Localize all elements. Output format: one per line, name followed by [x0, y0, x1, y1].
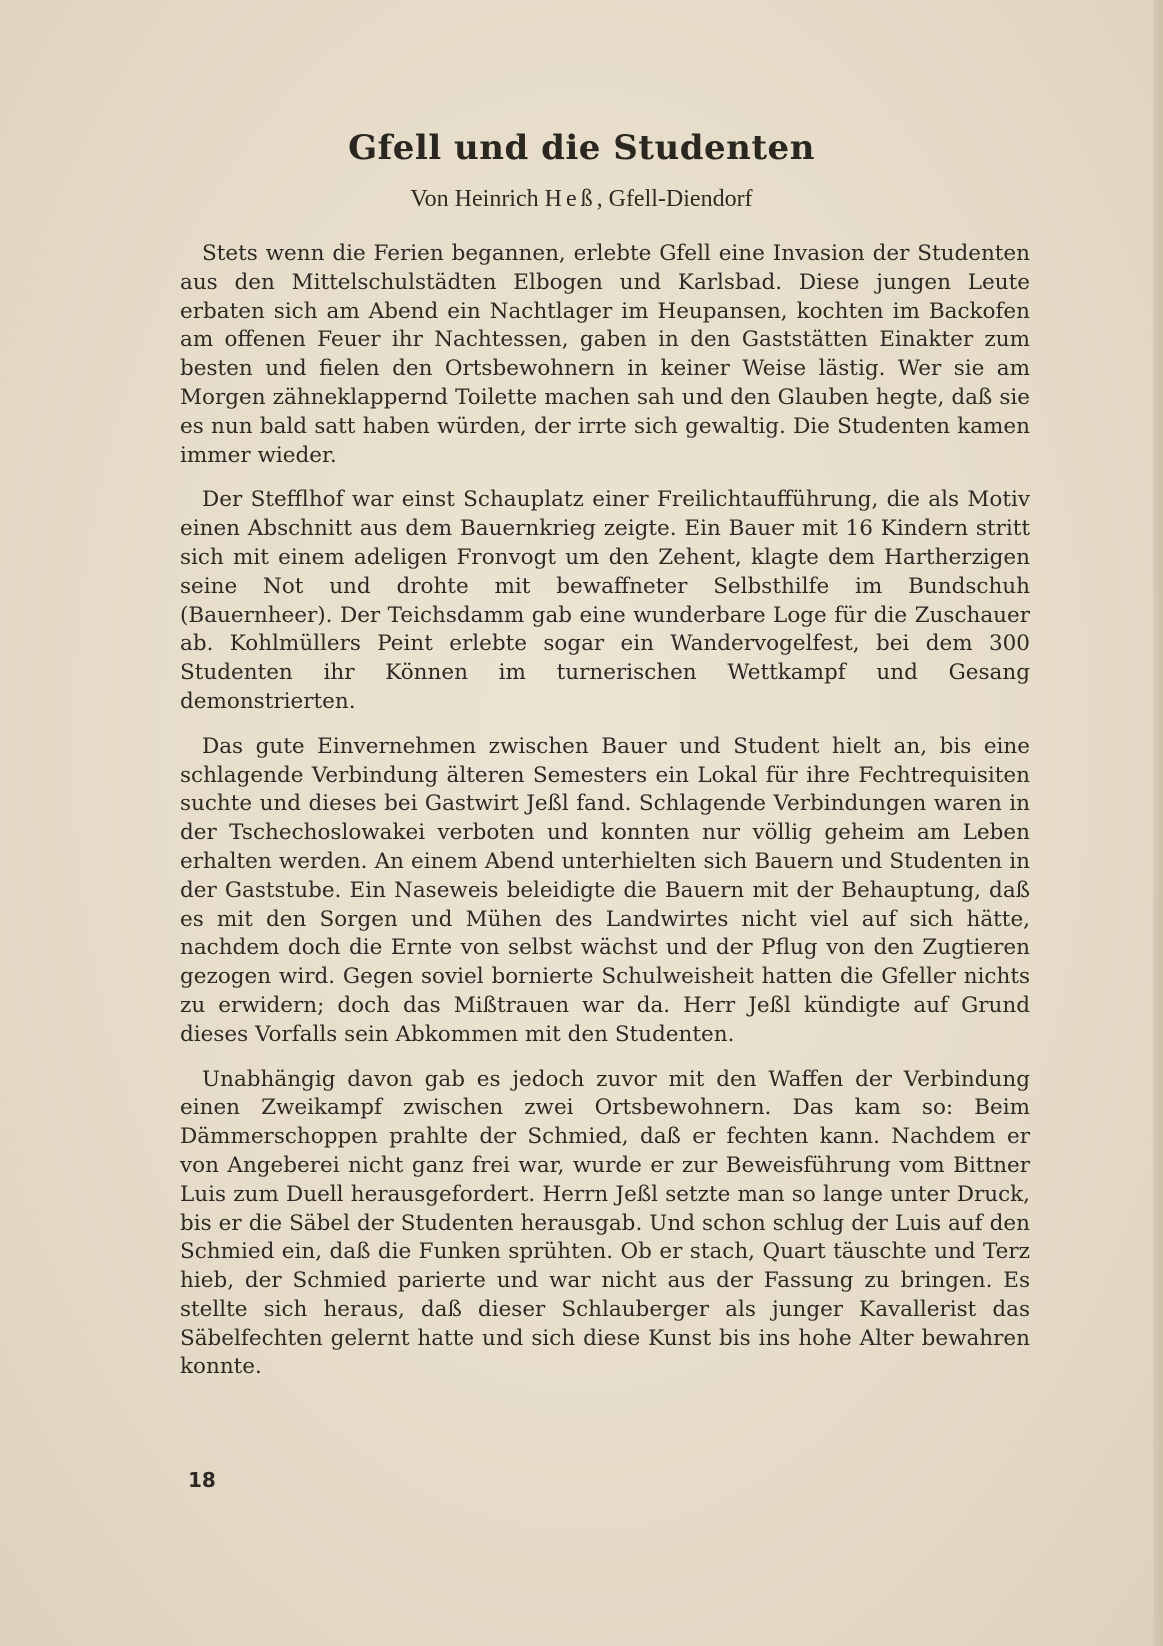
page-edge	[1153, 0, 1163, 1646]
byline-suffix: , Gfell-Diendorf	[596, 186, 753, 212]
paragraph-3: Das gute Einvernehmen zwischen Bauer und Student hielt an, bis eine schlagende Verbindung älteren Semesters ein Lokal für ihre Fechtrequisiten suchte und dieses bei Gastwirt Jeßl fand. Schlagende Verbindungen waren in der Tschechoslowakei verboten und konnten nur völlig geheim am Leben erhalten werden. An einem Abend unterhielten sich Bauern und Studenten in der Gaststube. Ein Naseweis beleidigte die Bauern mit der Behauptung, daß es mit den Sorgen und Mühen des Landwirtes nicht viel auf sich hätte, nachdem doch die Ernte von selbst wächst und der Pflug von den Zugtieren gezogen wird. Gegen soviel bornierte Schulweisheit hatten die Gfeller nichts zu erwidern; doch das Mißtrauen war da. Herr Jeßl kündigte auf Grund dieses Vorfalls sein Abkommen mit den Studenten.	[180, 733, 1030, 1047]
paragraph-1: Stets wenn die Ferien begannen, erlebte Gfell eine Invasion der Studenten aus den Mittelschulstädten Elbogen und Karlsbad. Diese jungen Leute erbaten sich am Abend ein Nachtlager im Heupansen, kochten im Backofen am offenen Feuer ihr Nachtessen, gaben in den Gaststätten Einakter zum besten und fielen den Ortsbewohnern in keiner Weise lästig. Wer sie am Morgen zähneklappernd Toilette machen sah und den Glauben hegte, daß sie es nun bald satt haben würden, der irrte sich gewaltig. Die Studenten kamen immer wieder.	[180, 241, 1030, 468]
article-title: Gfell und die Studenten	[348, 128, 815, 168]
page-number: 18	[188, 1468, 216, 1492]
paragraph-4: Unabhängig davon gab es jedoch zuvor mit den Waffen der Verbindung einen Zweikampf zwischen zwei Ortsbewohnern. Das kam so: Beim Dämmerschoppen prahlte der Schmied, daß er fechten kann. Nachdem er von Angeberei nicht ganz frei war, wurde er zur Beweisführung vom Bittner Luis zum Duell herausgefordert. Herrn Jeßl setzte man so lange unter Druck, bis er die Säbel der Studenten herausgab. Und schon schlug der Luis auf den Schmied ein, daß die Funken sprühten. Ob er stach, Quart täuschte und Terz hieb, der Schmied parierte und war nicht aus der Fassung zu bringen. Es stellte sich heraus, daß dieser Schlauberger als junger Kavallerist das Säbelfechten gelernt hatte und sich diese Kunst bis ins hohe Alter bewahren konnte.	[180, 1066, 1030, 1380]
byline-surname: Heß	[544, 186, 597, 212]
article-body	[180, 240, 1030, 1398]
article-byline	[0, 186, 1163, 213]
paragraph-2: Der Stefflhof war einst Schauplatz einer Freilichtaufführung, die als Motiv einen Abschnitt aus dem Bauernkrieg zeigte. Ein Bauer mit 16 Kindern stritt sich mit einem adeligen Fronvogt um den Zehent, klagte dem Hartherzigen seine Not und drohte mit bewaffneter Selbsthilfe im Bundschuh (Bauernheer). Der Teichsdamm gab eine wunderbare Loge für die Zuschauer ab. Kohlmüllers Peint erlebte sogar ein Wandervogelfest, bei dem 300 Studenten ihr Können im turnerischen Wettkampf und Gesang demonstrierten.	[180, 487, 1030, 714]
byline-prefix: Von Heinrich	[410, 186, 545, 212]
